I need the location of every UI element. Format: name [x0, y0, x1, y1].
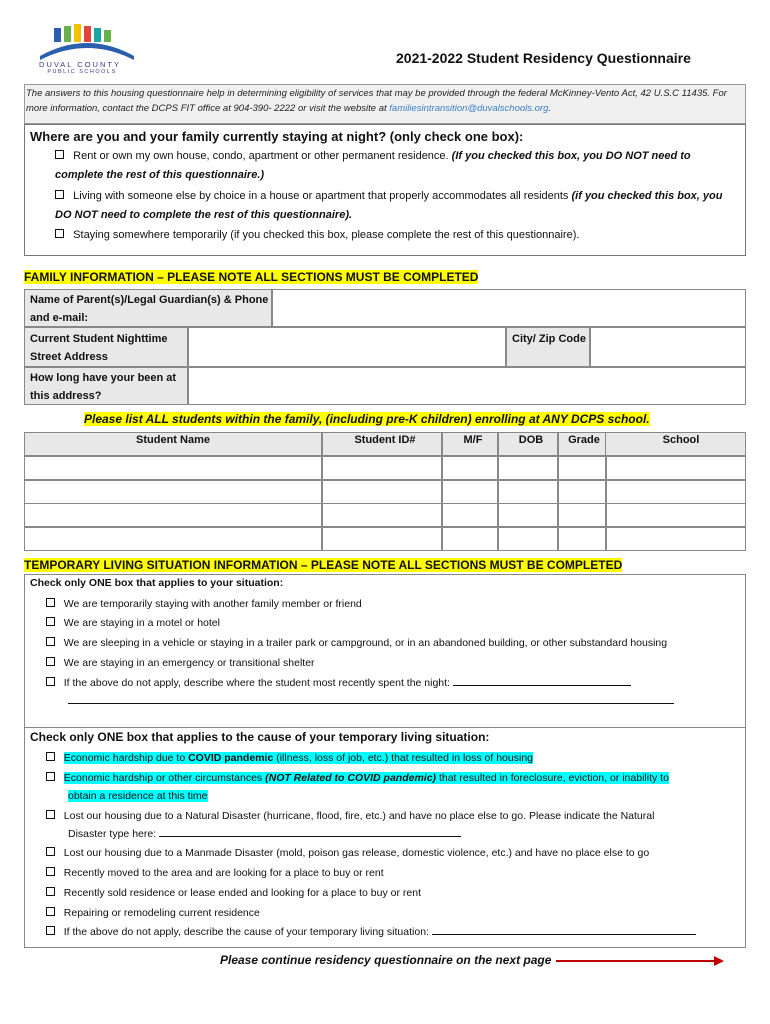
checkbox[interactable] — [55, 229, 64, 238]
checkbox[interactable] — [55, 150, 64, 159]
address-label: Current Student Nighttime Street Address — [30, 333, 168, 363]
student-cell[interactable] — [606, 480, 746, 504]
cause-option-8: If the above do not apply, describe the cause of your temporary living situation: — [46, 923, 696, 942]
howlong-label: How long have your been at this address? — [30, 372, 177, 402]
student-cell[interactable] — [606, 503, 746, 527]
header-student-name: Student Name — [136, 434, 210, 446]
temp-option-5: If the above do not apply, describe where the student most recently spent the night: — [46, 674, 631, 693]
checkbox[interactable] — [46, 847, 55, 856]
intro-text: The answers to this housing questionnaire help in determining eligibility of services that may be provided through the federal McKinney-Vento Act, 42 U.S.C 11435. For more information, contact the DCPS FIT office at 904-390- 2222 or visit the website at familiesintransition@duvalschools.org. — [26, 88, 727, 114]
checkbox[interactable] — [46, 677, 55, 686]
family-section-title: FAMILY INFORMATION – PLEASE NOTE ALL SECTIONS MUST BE COMPLETED — [24, 270, 479, 284]
cause-describe-line[interactable] — [432, 934, 696, 935]
checkbox[interactable] — [46, 887, 55, 896]
logo-line2: PUBLIC SCHOOLS — [47, 69, 117, 75]
student-cell[interactable] — [558, 480, 606, 504]
continue-note: Please continue residency questionnaire on the next page — [220, 953, 552, 967]
cause-instruction: Check only ONE box that applies to the cause of your temporary living situation: — [30, 730, 490, 744]
student-cell[interactable] — [442, 527, 498, 551]
checkbox[interactable] — [46, 867, 55, 876]
checkbox[interactable] — [46, 772, 55, 781]
intro-link[interactable]: familiesintransition@duvalschools.org — [389, 103, 549, 114]
student-cell[interactable] — [322, 456, 442, 480]
student-cell[interactable] — [606, 527, 746, 551]
header-student-id: Student ID# — [354, 434, 416, 446]
cause-option-1: Economic hardship due to COVID pandemic (illness, loss of job, etc.) that resulted in loss of housing — [46, 749, 533, 768]
logo-graphic — [34, 22, 140, 62]
checkbox[interactable] — [46, 637, 55, 646]
header-school: School — [662, 434, 700, 446]
arrow-right-icon — [556, 955, 726, 967]
parent-label: Name of Parent(s)/Legal Guardian(s) & Phone and e-mail: — [30, 294, 269, 324]
cause-option-2: Economic hardship or other circumstances (NOT Related to COVID pandemic) that resulted in foreclosure, eviction, or inability to — [46, 769, 736, 788]
checkbox[interactable] — [46, 907, 55, 916]
student-cell[interactable] — [24, 456, 322, 480]
q1-option-3: Staying somewhere temporarily (if you checked this box, please complete the rest of this questionnaire). — [55, 226, 735, 245]
cityzip-input[interactable] — [590, 327, 746, 367]
cause-option-2-cont: obtain a residence at this time — [68, 790, 208, 802]
student-cell[interactable] — [322, 527, 442, 551]
temp-option-2: We are staying in a motel or hotel — [46, 614, 220, 633]
student-cell[interactable] — [322, 480, 442, 504]
temporary-instruction: Check only ONE box that applies to your situation: — [30, 577, 284, 589]
page-title: 2021-2022 Student Residency Questionnaire — [396, 50, 691, 66]
student-cell[interactable] — [558, 527, 606, 551]
address-input[interactable] — [188, 327, 506, 367]
student-cell[interactable] — [558, 456, 606, 480]
header-grade: Grade — [568, 434, 600, 446]
q1-option-1: Rent or own my own house, condo, apartment or other permanent residence. (If you checked this box, you DO NOT need to complete the rest of this questionnaire.) — [55, 150, 691, 181]
student-cell[interactable] — [606, 456, 746, 480]
cause-option-5: Recently moved to the area and are looking for a place to buy or rent — [46, 864, 384, 883]
temp-describe-line-2[interactable] — [68, 703, 674, 704]
parent-input[interactable] — [272, 289, 746, 327]
q1-question: Where are you and your family currently staying at night? (only check one box): — [30, 129, 524, 144]
checkbox[interactable] — [55, 190, 64, 199]
cityzip-label: City/ Zip Code — [512, 333, 586, 345]
cause-option-3: Lost our housing due to a Natural Disaster (hurricane, flood, fire, etc.) and have no place else to go. Please indicate the Natural — [46, 807, 736, 826]
students-instruction: Please list ALL students within the family, (including pre-K children) enrolling at ANY DCPS school. — [84, 412, 650, 426]
temp-option-1: We are temporarily staying with another family member or friend — [46, 595, 362, 614]
temp-describe-line[interactable] — [453, 685, 631, 686]
student-cell[interactable] — [24, 480, 322, 504]
checkbox[interactable] — [46, 926, 55, 935]
checkbox[interactable] — [46, 752, 55, 761]
student-cell[interactable] — [442, 456, 498, 480]
cause-option-7: Repairing or remodeling current residence — [46, 904, 260, 923]
q1-option-2: Living with someone else by choice in a house or apartment that properly accommodates all residents (if you checked this box, you DO NOT need to complete the rest of this questionnaire). — [55, 190, 723, 221]
temporary-section-title: TEMPORARY LIVING SITUATION INFORMATION – PLEASE NOTE ALL SECTIONS MUST BE COMPLETED — [24, 558, 623, 572]
student-cell[interactable] — [498, 503, 558, 527]
student-cell[interactable] — [322, 503, 442, 527]
header-mf: M/F — [463, 434, 483, 446]
disaster-type-line[interactable] — [159, 836, 461, 837]
checkbox[interactable] — [46, 617, 55, 626]
cause-option-4: Lost our housing due to a Manmade Disaster (mold, poison gas release, domestic violence, etc.) and have no place else to go — [46, 844, 649, 863]
student-cell[interactable] — [498, 480, 558, 504]
student-cell[interactable] — [442, 503, 498, 527]
temp-option-3: We are sleeping in a vehicle or staying in a trailer park or campground, or in an abandoned building, or other substandard housing — [46, 634, 667, 653]
cause-option-6: Recently sold residence or lease ended and looking for a place to buy or rent — [46, 884, 421, 903]
student-cell[interactable] — [498, 456, 558, 480]
student-cell[interactable] — [24, 503, 322, 527]
student-cell[interactable] — [558, 503, 606, 527]
student-cell[interactable] — [24, 527, 322, 551]
header-dob: DOB — [518, 434, 544, 446]
temp-option-4: We are staying in an emergency or transitional shelter — [46, 654, 315, 673]
checkbox[interactable] — [46, 810, 55, 819]
student-cell[interactable] — [442, 480, 498, 504]
logo-line1: DUVAL COUNTY — [39, 60, 121, 69]
student-cell[interactable] — [498, 527, 558, 551]
checkbox[interactable] — [46, 657, 55, 666]
cause-option-3-cont: Disaster type here: — [68, 825, 461, 844]
howlong-input[interactable] — [188, 367, 746, 405]
checkbox[interactable] — [46, 598, 55, 607]
